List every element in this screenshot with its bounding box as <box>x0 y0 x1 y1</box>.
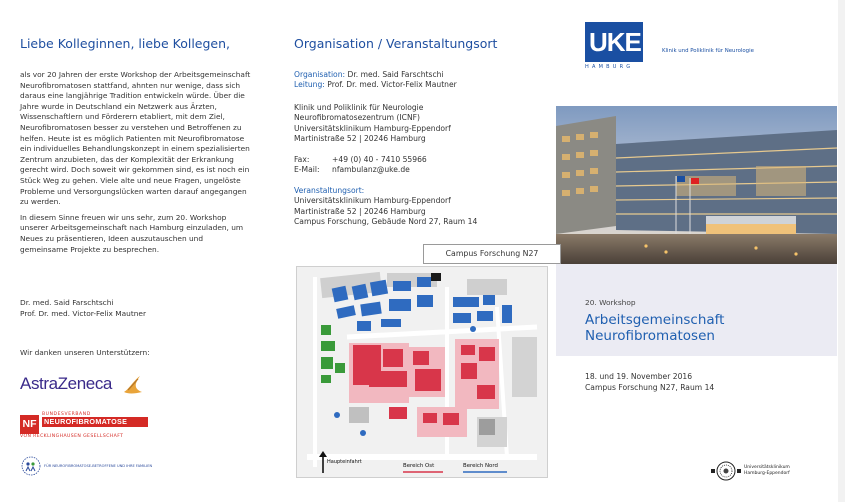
email-link[interactable]: nfambulanz@uke.de <box>332 165 410 175</box>
welcome-paragraph-2: In diesem Sinne freuen wir uns sehr, zum 20. Workshop unserer Arbeitsgemeinschaft nach Hamburg einzuladen, um Neues zu präsentieren, Ideen auszutauschen und gemeinsame Projekte zu besprechen. <box>20 212 244 254</box>
signatures <box>20 298 252 319</box>
thanks-text: Wir danken unseren Unterstützern: <box>20 348 150 357</box>
lead-line <box>294 80 457 90</box>
organisation-line <box>294 70 457 80</box>
venue-line-2: Martinistraße 52 | 20246 Hamburg <box>294 206 426 216</box>
fax-number: +49 (0) 40 - 7410 55966 <box>332 155 427 164</box>
venue-label: Veranstaltungsort: <box>294 186 365 195</box>
email-row <box>294 165 427 175</box>
organisation-title: Organisation / Veranstaltungsort <box>294 36 498 51</box>
welcome-paragraph-1: als vor 20 Jahren der erste Workshop der Arbeitsgemeinschaft Neurofibromatosen stattfand, ahnten nur wenige, dass sich daraus eine langjährige Tradition entwickeln würde. Über die Jahre wurde in Deutschland ein Netzwerk aus Ärzten, Wissenschaftlern und Förderern etabliert, mit dem Ziel, Neurofibromatosen besser zu verstehen und Betroffenen zu helfen. Heute ist es möglich Patienten mit Neurofibromatose ein individuelles Behandlungskonzept in einem spezialisierten Zentrum anzubieten, das der Komplexität der Erkrankung gerecht wird. Doch soweit wir gekommen sind, es ist noch ein Stück Weg zu gehen. Viele alte und neue Fragen, ungelöste Probleme und Versorgungslücken warten darauf angegangen zu werden. <box>20 70 251 207</box>
uke-footer-text <box>744 465 790 477</box>
signature-2: Prof. Dr. med. Victor-Felix Mautner <box>20 308 147 318</box>
organisation-label: Organisation: <box>294 70 346 79</box>
nf-box: NF <box>20 415 39 434</box>
uke-footer-line-2: Hamburg-Eppendorf <box>744 470 790 476</box>
hospital-building-image <box>556 106 837 264</box>
main-entrance-label: Haupteinfahrt <box>327 459 362 465</box>
uke-footer-line-1: Universitätsklinikum <box>744 465 790 470</box>
event-location: Campus Forschung N27, Raum 14 <box>585 382 715 392</box>
uke-logo-city: HAMBURG <box>585 64 634 70</box>
map-callout: Campus Forschung N27 <box>423 244 561 264</box>
sponsor-figures-icon <box>20 456 42 476</box>
workshop-title-line-1: Arbeitsgemeinschaft <box>585 312 725 328</box>
uke-logo <box>585 22 643 70</box>
venue-line-3: Campus Forschung, Gebäude Nord 27, Raum 14 <box>294 217 478 227</box>
campus-map-drawing <box>297 267 547 477</box>
signature-1: Dr. med. Said Farschtschi <box>20 298 114 307</box>
workshop-title-line-2: Neurofibromatosen <box>585 328 715 344</box>
nf-bundesverband-logo <box>20 412 148 440</box>
bereich-nord-label: Bereich Nord <box>463 463 498 469</box>
address-line-3: Universitätsklinikum Hamburg-Eppendorf <box>294 123 451 133</box>
hospital-photo <box>556 106 837 264</box>
email-label: E-Mail: <box>294 165 320 175</box>
welcome-text <box>20 70 252 260</box>
university-seal-icon <box>711 460 741 482</box>
event-date-location <box>585 372 714 393</box>
nf-top-text: BUNDESVERBAND <box>42 412 91 417</box>
workshop-number: 20. Workshop <box>585 298 636 307</box>
welcome-title: Liebe Kolleginnen, liebe Kollegen, <box>20 36 231 51</box>
astrazeneca-swirl-icon <box>120 372 146 396</box>
venue-line-1: Universitätsklinikum Hamburg-Eppendorf <box>294 196 451 206</box>
address-line-4: Martinistraße 52 | 20246 Hamburg <box>294 134 426 144</box>
fax-row <box>294 155 427 165</box>
campus-map <box>296 266 548 478</box>
lead-label: Leitung: <box>294 80 325 90</box>
organisation-contact <box>294 155 427 176</box>
astrazeneca-logo <box>20 374 112 400</box>
nf-main-text: NEUROFIBROMATOSE <box>42 417 148 427</box>
uke-logo-box: UKE <box>585 22 643 62</box>
bereich-ost-label: Bereich Ost <box>403 463 435 469</box>
address-line-1: Klinik und Poliklinik für Neurologie <box>294 103 424 112</box>
lead-name: Prof. Dr. med. Victor-Felix Mautner <box>327 80 457 90</box>
organisation-head <box>294 70 457 91</box>
welcome-column <box>0 0 270 502</box>
fax-label: Fax: <box>294 155 310 164</box>
venue-block <box>294 186 477 228</box>
astrazeneca-wordmark: AstraZeneca <box>20 374 112 393</box>
address-line-2: Neurofibromatosezentrum (ICNF) <box>294 113 420 123</box>
workshop-title <box>585 312 724 344</box>
uke-footer-logo <box>711 460 821 482</box>
third-sponsor-text: FÜR NEUROFIBROMATOSE-BETROFFENE UND IHRE FAMILIEN <box>44 464 153 468</box>
nf-bottom-text: VON RECKLINGHAUSEN GESELLSCHAFT <box>20 434 124 439</box>
event-date: 18. und 19. November 2016 <box>585 372 693 381</box>
clinic-name: Klinik und Poliklinik für Neurologie <box>662 48 754 54</box>
organisation-name: Dr. med. Said Farschtschi <box>347 70 444 79</box>
organisation-address <box>294 103 451 145</box>
cover-column <box>555 0 838 502</box>
